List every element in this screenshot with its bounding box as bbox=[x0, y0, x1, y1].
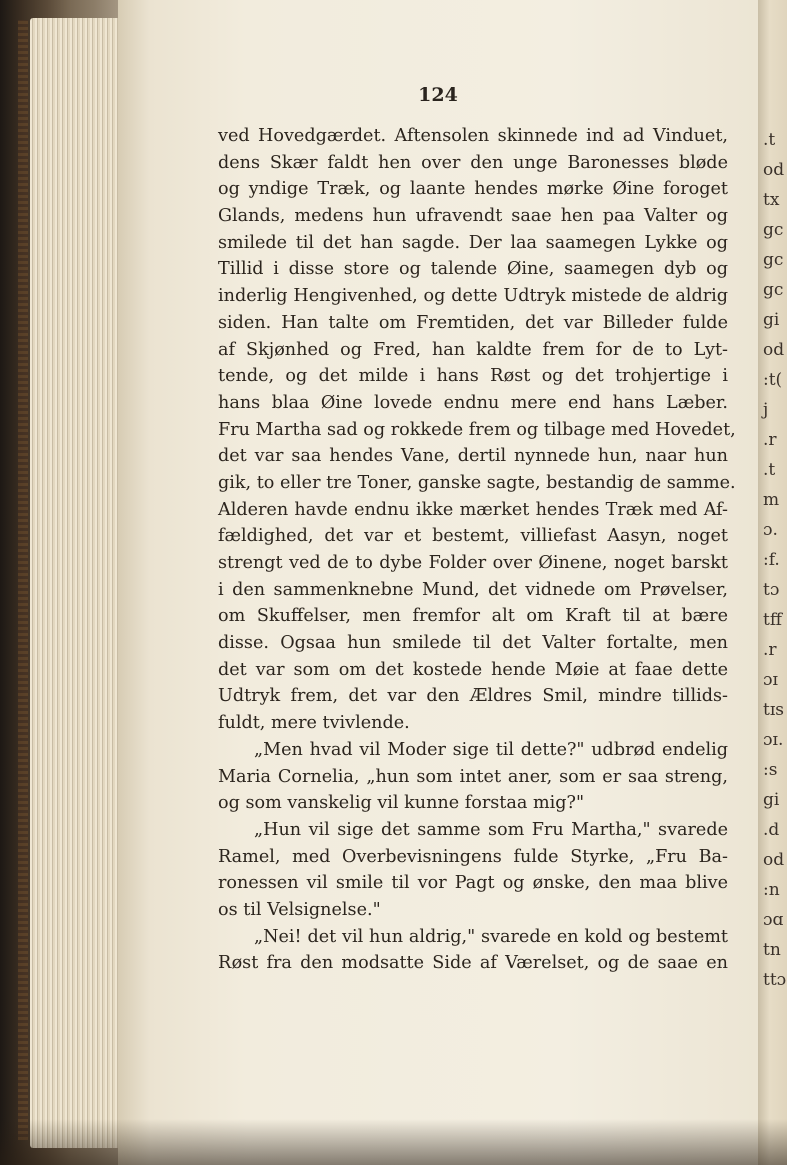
next-page-fragment: ɔɪ. bbox=[763, 730, 784, 750]
text-line: hans blaa Øine lovede endnu mere end hans Læber. bbox=[218, 392, 728, 413]
text-line: Udtryk frem, det var den Ældres Smil, mindre tillids- bbox=[218, 686, 728, 707]
next-page-fragment: gc bbox=[763, 250, 784, 270]
next-page-fragment: od bbox=[763, 160, 785, 180]
next-page-fragment: .t bbox=[763, 130, 776, 150]
text-line: Fru Martha sad og rokkede frem og tilbage med Hovedet, bbox=[218, 419, 736, 440]
next-page-fragment: :t( bbox=[763, 370, 783, 390]
next-page-fragment: tff bbox=[763, 610, 782, 630]
next-page-fragment: ɔɪ bbox=[763, 670, 778, 690]
next-page-fragment: ttɔ bbox=[763, 970, 787, 990]
next-page-fragment: m bbox=[763, 490, 780, 510]
page-number: 124 bbox=[418, 84, 458, 106]
next-page-fragment: tɔ bbox=[763, 580, 780, 600]
page-text bbox=[218, 123, 736, 977]
next-page-fragment: j bbox=[763, 400, 769, 420]
text-line: os til Velsignelse." bbox=[218, 899, 381, 920]
text-line: inderlig Hengivenhed, og dette Udtryk mistede de aldrig bbox=[218, 286, 728, 307]
next-page-fragment: tɪs bbox=[763, 700, 784, 720]
next-page-fragment: od bbox=[763, 340, 785, 360]
text-line: Glands, medens hun ufravendt saae hen paa Valter og bbox=[218, 206, 728, 227]
next-page-fragment: ɔ. bbox=[763, 520, 778, 540]
text-line: og yndige Træk, og laante hendes mørke Øine foroget bbox=[218, 179, 728, 200]
next-page-fragment: gi bbox=[763, 310, 780, 330]
text-line: fuldt, mere tvivlende. bbox=[218, 713, 410, 734]
text-line: „Hun vil sige det samme som Fru Martha," svarede bbox=[254, 819, 728, 840]
text-line: af Skjønhed og Fred, han kaldte frem for de to Lyt- bbox=[218, 339, 728, 360]
text-line: „Nei! det vil hun aldrig," svarede en kold og bestemt bbox=[254, 926, 728, 947]
next-page-fragment: :s bbox=[763, 760, 778, 780]
text-line: ronessen vil smile til vor Pagt og ønske, den maa blive bbox=[218, 873, 728, 894]
text-line: smilede til det han sagde. Der laa saamegen Lykke og bbox=[218, 232, 728, 253]
text-line: fældighed, det var et bestemt, villiefast Aasyn, noget bbox=[218, 526, 728, 547]
book-binding bbox=[0, 0, 118, 1165]
next-page-fragment: gc bbox=[763, 220, 784, 240]
text-line: Maria Cornelia, „hun som intet aner, som er saa streng, bbox=[218, 766, 728, 787]
text-line: det var saa hendes Vane, dertil nynnede hun, naar hun bbox=[218, 446, 728, 467]
bottom-shadow bbox=[0, 1119, 787, 1165]
text-line: „Men hvad vil Moder sige til dette?" udbrød endelig bbox=[254, 739, 728, 760]
next-page-edge bbox=[758, 0, 787, 1165]
page-edges bbox=[30, 18, 118, 1148]
text-line: i den sammenknebne Mund, det vidnede om Prøvelser, bbox=[218, 579, 728, 600]
text-line: og som vanskelig vil kunne forstaa mig?" bbox=[218, 793, 585, 814]
text-line: tende, og det milde i hans Røst og det trohjertige i bbox=[218, 366, 728, 387]
next-page-fragment: .r bbox=[763, 640, 777, 660]
text-line: disse. Ogsaa hun smilede til det Valter fortalte, men bbox=[218, 633, 728, 654]
text-line: strengt ved de to dybe Folder over Øinene, noget barskt bbox=[218, 553, 728, 573]
text-line: Alderen havde endnu ikke mærket hendes Træk med Af- bbox=[218, 499, 728, 520]
next-page-fragment: od bbox=[763, 850, 785, 870]
text-line: Røst fra den modsatte Side af Værelset, og de saae en bbox=[218, 953, 728, 974]
text-line: om Skuffelser, men fremfor alt om Kraft til at bære bbox=[218, 606, 728, 627]
text-line: gik, to eller tre Toner, ganske sagte, bestandig de samme. bbox=[218, 472, 736, 493]
next-page-fragment: tx bbox=[763, 190, 780, 210]
next-page-fragment: gi bbox=[763, 790, 780, 810]
text-line: Tillid i disse store og talende Øine, saamegen dyb og bbox=[218, 259, 728, 280]
next-page-fragment: ɔɑ bbox=[763, 910, 784, 930]
text-line: siden. Han talte om Fremtiden, det var Billeder fulde bbox=[218, 312, 728, 333]
next-page-fragment: :f. bbox=[763, 550, 780, 570]
next-page-fragment: gc bbox=[763, 280, 784, 300]
next-page-fragment: .d bbox=[763, 820, 780, 840]
next-page-fragment: :n bbox=[763, 880, 780, 900]
next-page-fragment: .r bbox=[763, 430, 777, 450]
spine-decoration bbox=[18, 20, 28, 1140]
text-line: det var som om det kostede hende Møie at faae dette bbox=[218, 659, 728, 680]
next-page-fragment: .t bbox=[763, 460, 776, 480]
text-line: Ramel, med Overbevisningens fulde Styrke, „Fru Ba- bbox=[218, 846, 728, 867]
text-line: dens Skær faldt hen over den unge Baronesses bløde bbox=[218, 152, 728, 173]
next-page-fragment: tn bbox=[763, 940, 781, 960]
text-line: ved Hovedgærdet. Aftensolen skinnede ind ad Vinduet, bbox=[218, 126, 728, 146]
